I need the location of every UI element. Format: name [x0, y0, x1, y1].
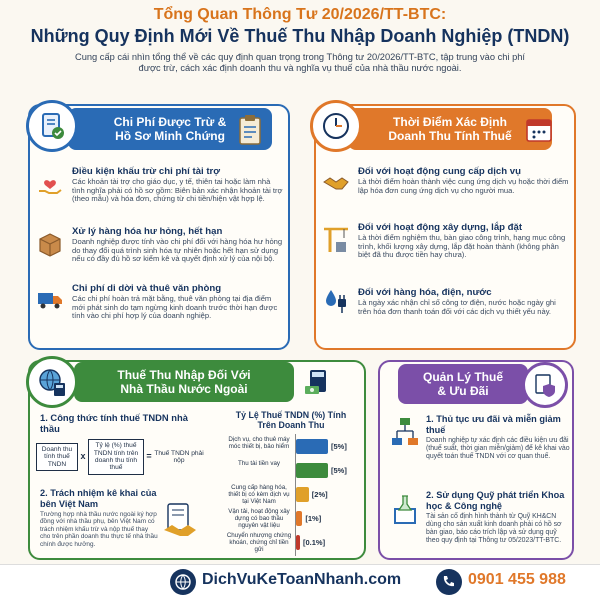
formula-section [40, 412, 190, 434]
formula-term2: Tỷ lệ (%) thuế TNDN tính trên doanh thu tính thuế [88, 439, 144, 475]
chart-value-label: [5%] [331, 466, 347, 475]
chart-value-label: [1%] [305, 514, 322, 523]
panel1-title: Chi Phí Được Trừ & Hồ Sơ Minh Chứng [113, 115, 227, 143]
formula-box [36, 440, 214, 474]
chart-bar [296, 487, 309, 502]
formula-times: x [80, 451, 86, 462]
panel1-item-1 [72, 166, 284, 204]
panel2-header [348, 108, 552, 150]
chart-category-label: Thu tài tiền vay [238, 460, 280, 467]
panel4-badge [522, 362, 568, 408]
panel1-item-1-text: Các khoản tài trợ cho giáo dục, y tế, thiên tai hoặc làm nhà tình nghĩa phải có hồ sơ gồm: Biên bản xác nhận khoản tài trợ (theo mẫu) và hóa đơn, chứng từ chi tiền/hiện vật hợp lệ. [72, 177, 283, 204]
chart-bar [296, 535, 300, 550]
chart-bar [296, 439, 328, 454]
chart-category-label: Dịch vụ, cho thuê máy móc thiết bị, bảo hiểm [228, 436, 290, 450]
panel1-item-3 [72, 283, 284, 321]
panel2-item-3-title: Đối với hàng hóa, điện, nước [358, 287, 492, 298]
responsibility-section [40, 488, 158, 548]
panel2-item-1-title: Đối với hoạt động cung cấp dịch vụ [358, 166, 521, 177]
chart-value-label: [5%] [331, 442, 347, 451]
chart-category-label: Chuyển nhượng chứng khoán, chứng chỉ tiền gửi [226, 532, 292, 553]
damaged-box-icon [36, 230, 64, 258]
panel4-item-2-title: 2. Sử dụng Quỹ phát triển Khoa học & Công nghệ [426, 490, 565, 511]
footer-website-link[interactable]: DichVuKeToanNhanh.com [202, 571, 402, 588]
clipboard-icon [236, 114, 266, 146]
panel1-item-2-title: Xử lý hàng hóa hư hỏng, hết hạn [72, 226, 223, 237]
panel3-badge [26, 356, 78, 408]
science-book-icon [390, 494, 420, 528]
panel1-item-3-title: Chi phí di dời và thuê văn phòng [72, 283, 222, 294]
panel2-item-1 [358, 166, 570, 195]
document-check-icon [37, 111, 67, 141]
panel2-item-3 [358, 287, 570, 316]
panel2-item-1-text: Là thời điểm hoàn thành việc cung ứng dịch vụ hoặc thời điểm lập hóa đơn cung ứng dịch vụ cho người mua. [358, 177, 569, 195]
calendar-icon [524, 114, 554, 144]
panel2-item-3-text: Là ngày xác nhận chỉ số công tơ điện, nước hoặc ngày ghi trên hóa đơn thanh toán đối với các dịch vụ thiết yếu này. [358, 298, 556, 316]
panel1-item-1-title: Điều kiện khấu trừ chi phí tài trợ [72, 166, 221, 177]
contract-handshake-icon [160, 500, 200, 540]
footer-phone-link[interactable]: 0901 455 988 [468, 571, 566, 588]
panel4-header [398, 364, 528, 404]
panel2-item-2-text: Là thời điểm nghiệm thu, bàn giao công trình, hạng mục công trình, khối lượng xây dựng, lắp đặt hoàn thành (không phân biệt đã thu được tiền hay chưa). [358, 233, 566, 260]
formula-term1: Doanh thu tính thuế TNDN [36, 443, 78, 471]
chart-category-label: Vận tải, hoạt động xây dựng có bao thầu nguyên vật liệu [228, 508, 290, 529]
panel2-title: Thời Điểm Xác Định Doanh Thu Tính Thuế [388, 115, 512, 143]
panel4-title: Quản Lý Thuế & Ưu Đãi [422, 370, 503, 398]
panel4-item-1 [426, 414, 570, 461]
chart-category-label: Cung cấp hàng hóa, thiết bị có kèm dịch vụ tại Việt Nam [228, 484, 290, 505]
phone-icon [436, 569, 462, 595]
formula-result: Thuế TNDN phải nộp [154, 449, 204, 464]
responsibility-text: Trường hợp nhà thầu nước ngoài ký hợp đồng với nhà thầu phụ, bên Việt Nam có trách nhiệm khấu trừ và nộp thuế thay cho trên phần doanh thu thực tế nhà thầu chính được hưởng. [40, 511, 158, 548]
panel4-item-2 [426, 490, 570, 545]
construction-crane-icon [322, 224, 350, 254]
moving-truck-icon [36, 285, 64, 313]
panel2-item-2 [358, 222, 570, 260]
donation-hand-icon [36, 170, 64, 198]
calculator-money-icon [302, 366, 334, 398]
formula-equals: = [146, 451, 152, 462]
globe-calculator-icon [37, 367, 67, 397]
handshake-icon [322, 170, 350, 198]
chart-bar [296, 511, 302, 526]
chart-bar [296, 463, 328, 478]
panel1-item-2-text: Doanh nghiệp được tính vào chi phí đối với hàng hóa hư hỏng do thay đổi quá trình sinh hóa tự nhiên hoặc hết hạn sử dụng nếu có đầy đủ hồ sơ kiểm kê và quyết định xử lý của nội bộ. [72, 237, 283, 264]
formula-title: 1. Công thức tính thuế TNDN nhà thầu [40, 412, 188, 434]
page-title-line2: Những Quy Định Mới Về Thuế Thu Nhập Doanh Nghiệp (TNDN) [30, 26, 570, 46]
globe-icon [170, 569, 196, 595]
page-title-line1: Tổng Quan Thông Tư 20/2026/TT-BTC: [153, 6, 447, 23]
panel3-header [74, 362, 294, 402]
panel1-badge [26, 100, 78, 152]
panel1-item-2 [72, 226, 284, 264]
chart-title: Tỷ Lệ Thuế TNDN (%) Tính Trên Doanh Thu [235, 410, 347, 430]
flowchart-icon [390, 416, 420, 450]
responsibility-title: 2. Trách nhiệm kê khai của bên Việt Nam [40, 488, 157, 509]
chart-value-label: [0.1%] [303, 538, 326, 547]
shield-document-icon [532, 372, 558, 398]
panel2-item-2-title: Đối với hoạt động xây dựng, lắp đặt [358, 222, 523, 233]
intro-text: Cung cấp cái nhìn tổng thể về các quy định quan trọng trong Thông tư 20/2026/TT-BTC, tập trung vào chi phí được trừ, cách xác định doanh thu và nghĩa vụ thuế của nhà thầu nước ngoài. [74, 52, 525, 73]
clock-icon [321, 111, 351, 141]
panel4-item-2-text: Tài sản cố định hình thành từ Quỹ KH&CN dùng cho sản xuất kinh doanh phải có hồ sơ bàn giao, báo cáo trích lập và sử dụng quỹ theo quy định tại Thông tư 05/2023/TT-BTC. [426, 513, 562, 544]
panel1-item-3-text: Các chi phí hoàn trả mặt bằng, thuê văn phòng tại địa điểm mới phát sinh do tạm ngừng kinh doanh trước thời hạn được tính vào chi phí hợp lý của doanh nghiệp. [72, 294, 278, 321]
panel2-badge [310, 100, 362, 152]
panel4-item-1-text: Doanh nghiệp tự xác định các điều kiện ưu đãi (thuế suất, thời gian miễn/giảm) để kê khai vào quyết toán thuế TNDN với cơ quan thuế. [426, 437, 570, 460]
panel3-title: Thuế Thu Nhập Đối Với Nhà Thầu Nước Ngoài [117, 368, 251, 396]
chart-value-label: [2%] [311, 490, 328, 499]
panel4-item-1-title: 1. Thủ tục ưu đãi và miễn giảm thuế [426, 414, 561, 435]
utility-plug-icon [322, 287, 350, 315]
